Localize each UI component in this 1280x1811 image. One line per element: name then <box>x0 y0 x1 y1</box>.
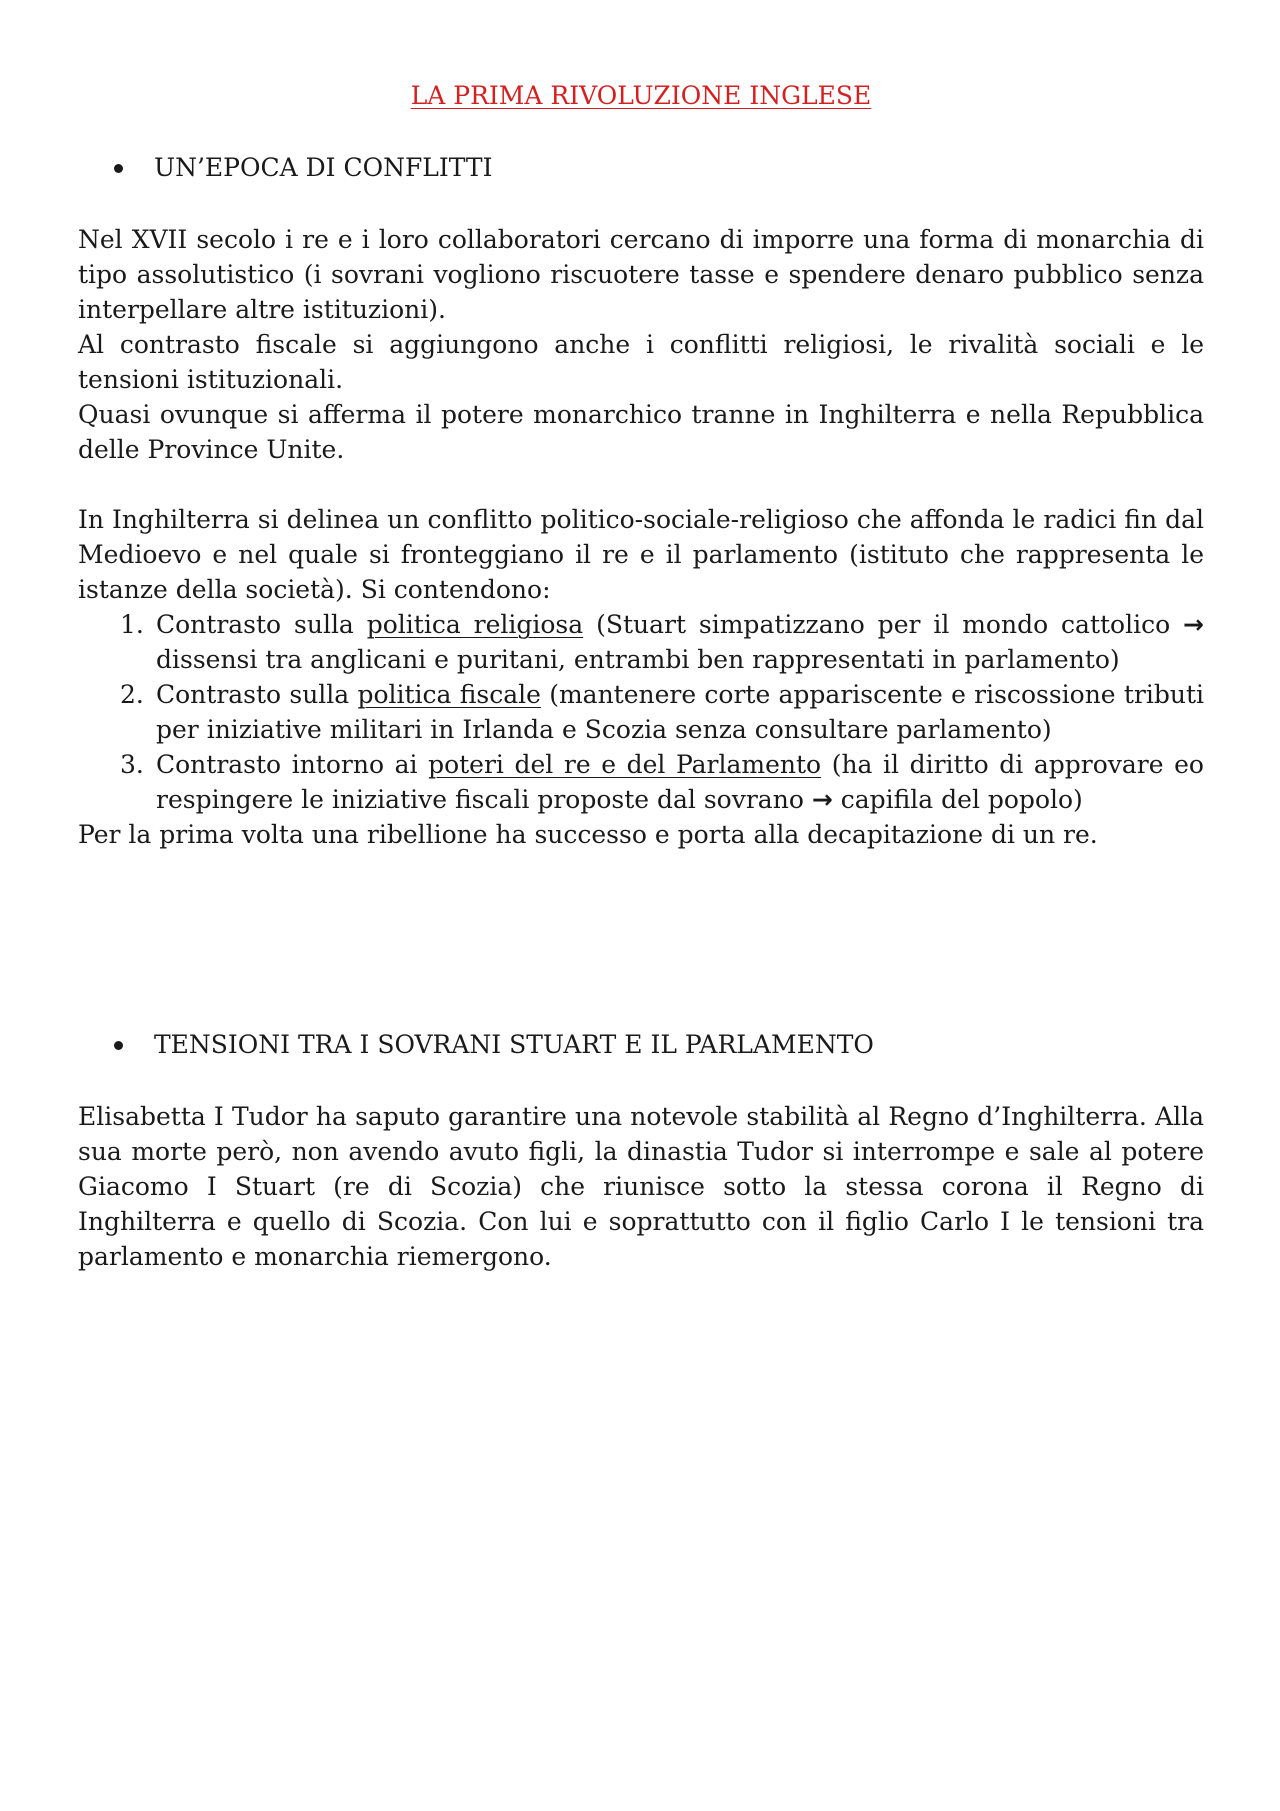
paragraph: Quasi ovunque si afferma il potere monarchico tranne in Inghilterra e nella Repubblica delle Province Unite. <box>78 400 1204 464</box>
document-page <box>78 78 1204 1274</box>
paragraph: Per la prima volta una ribellione ha successo e porta alla decapitazione di un re. <box>78 820 1098 849</box>
list-item: 3. Contrasto intorno ai poteri del re e del Parlamento (ha il diritto di approvare eo respingere le iniziative fiscali proposte dal sovrano → capifila del popolo) <box>78 747 1204 817</box>
paragraph: Elisabetta I Tudor ha saputo garantire una notevole stabilità al Regno d’Inghilterra. Alla sua morte però, non avendo avuto figli, la dinastia Tudor si interrompe e sale al potere Giacomo I Stuart (re di Scozia) che riunisce sotto la stessa corona il Regno di Inghilterra e quello di Scozia. Con lui e soprattutto con il figlio Carlo I le tensioni tra parlamento e monarchia riemergono. <box>78 1102 1204 1271</box>
arrow-right-icon: → <box>811 785 833 814</box>
arrow-right-icon: → <box>1183 610 1204 639</box>
list-number: 1. <box>120 610 144 639</box>
paragraph: In Inghilterra si delinea un conflitto politico-sociale-religioso che affonda le radici fin dal Medioevo e nel quale si fronteggiano il re e il parlamento (istituto che rappresenta le istanze della società). Si contendono: <box>78 505 1204 604</box>
paragraph: Nel XVII secolo i re e i loro collaboratori cercano di imporre una forma di monarchia di tipo assolutistico (i sovrani vogliono riscuotere tasse e spendere denaro pubblico senza interpellare altre istituzioni). <box>78 225 1204 324</box>
list-item: 2. Contrasto sulla politica fiscale (mantenere corte appariscente e riscossione tributi per iniziative militari in Irlanda e Scozia senza consultare parlamento) <box>78 677 1204 747</box>
underlined-term: politica fiscale <box>357 680 541 709</box>
underlined-term: poteri del re e del Parlamento <box>428 750 822 779</box>
underlined-term: politica religiosa <box>366 610 584 639</box>
section-heading-label: UN’EPOCA DI CONFLITTI <box>154 153 493 182</box>
section-heading-conflitti <box>78 150 1204 186</box>
list-number: 2. <box>120 680 144 709</box>
section-heading-label: TENSIONI TRA I SOVRANI STUART E IL PARLAMENTO <box>154 1030 874 1059</box>
list-item: 1. Contrasto sulla politica religiosa (Stuart simpatizzano per il mondo cattolico → dissensi tra anglicani e puritani, entrambi ben rappresentati in parlamento) <box>78 607 1204 677</box>
document-title: LA PRIMA RIVOLUZIONE INGLESE <box>410 81 872 110</box>
bullet-icon <box>114 164 123 173</box>
paragraph: Al contrasto fiscale si aggiungono anche i conflitti religiosi, le rivalità sociali e le tensioni istituzionali. <box>78 330 1204 394</box>
contrast-list <box>78 607 1204 817</box>
list-number: 3. <box>120 750 144 779</box>
bullet-icon <box>114 1041 123 1050</box>
section-heading-tensioni <box>78 1027 1204 1063</box>
